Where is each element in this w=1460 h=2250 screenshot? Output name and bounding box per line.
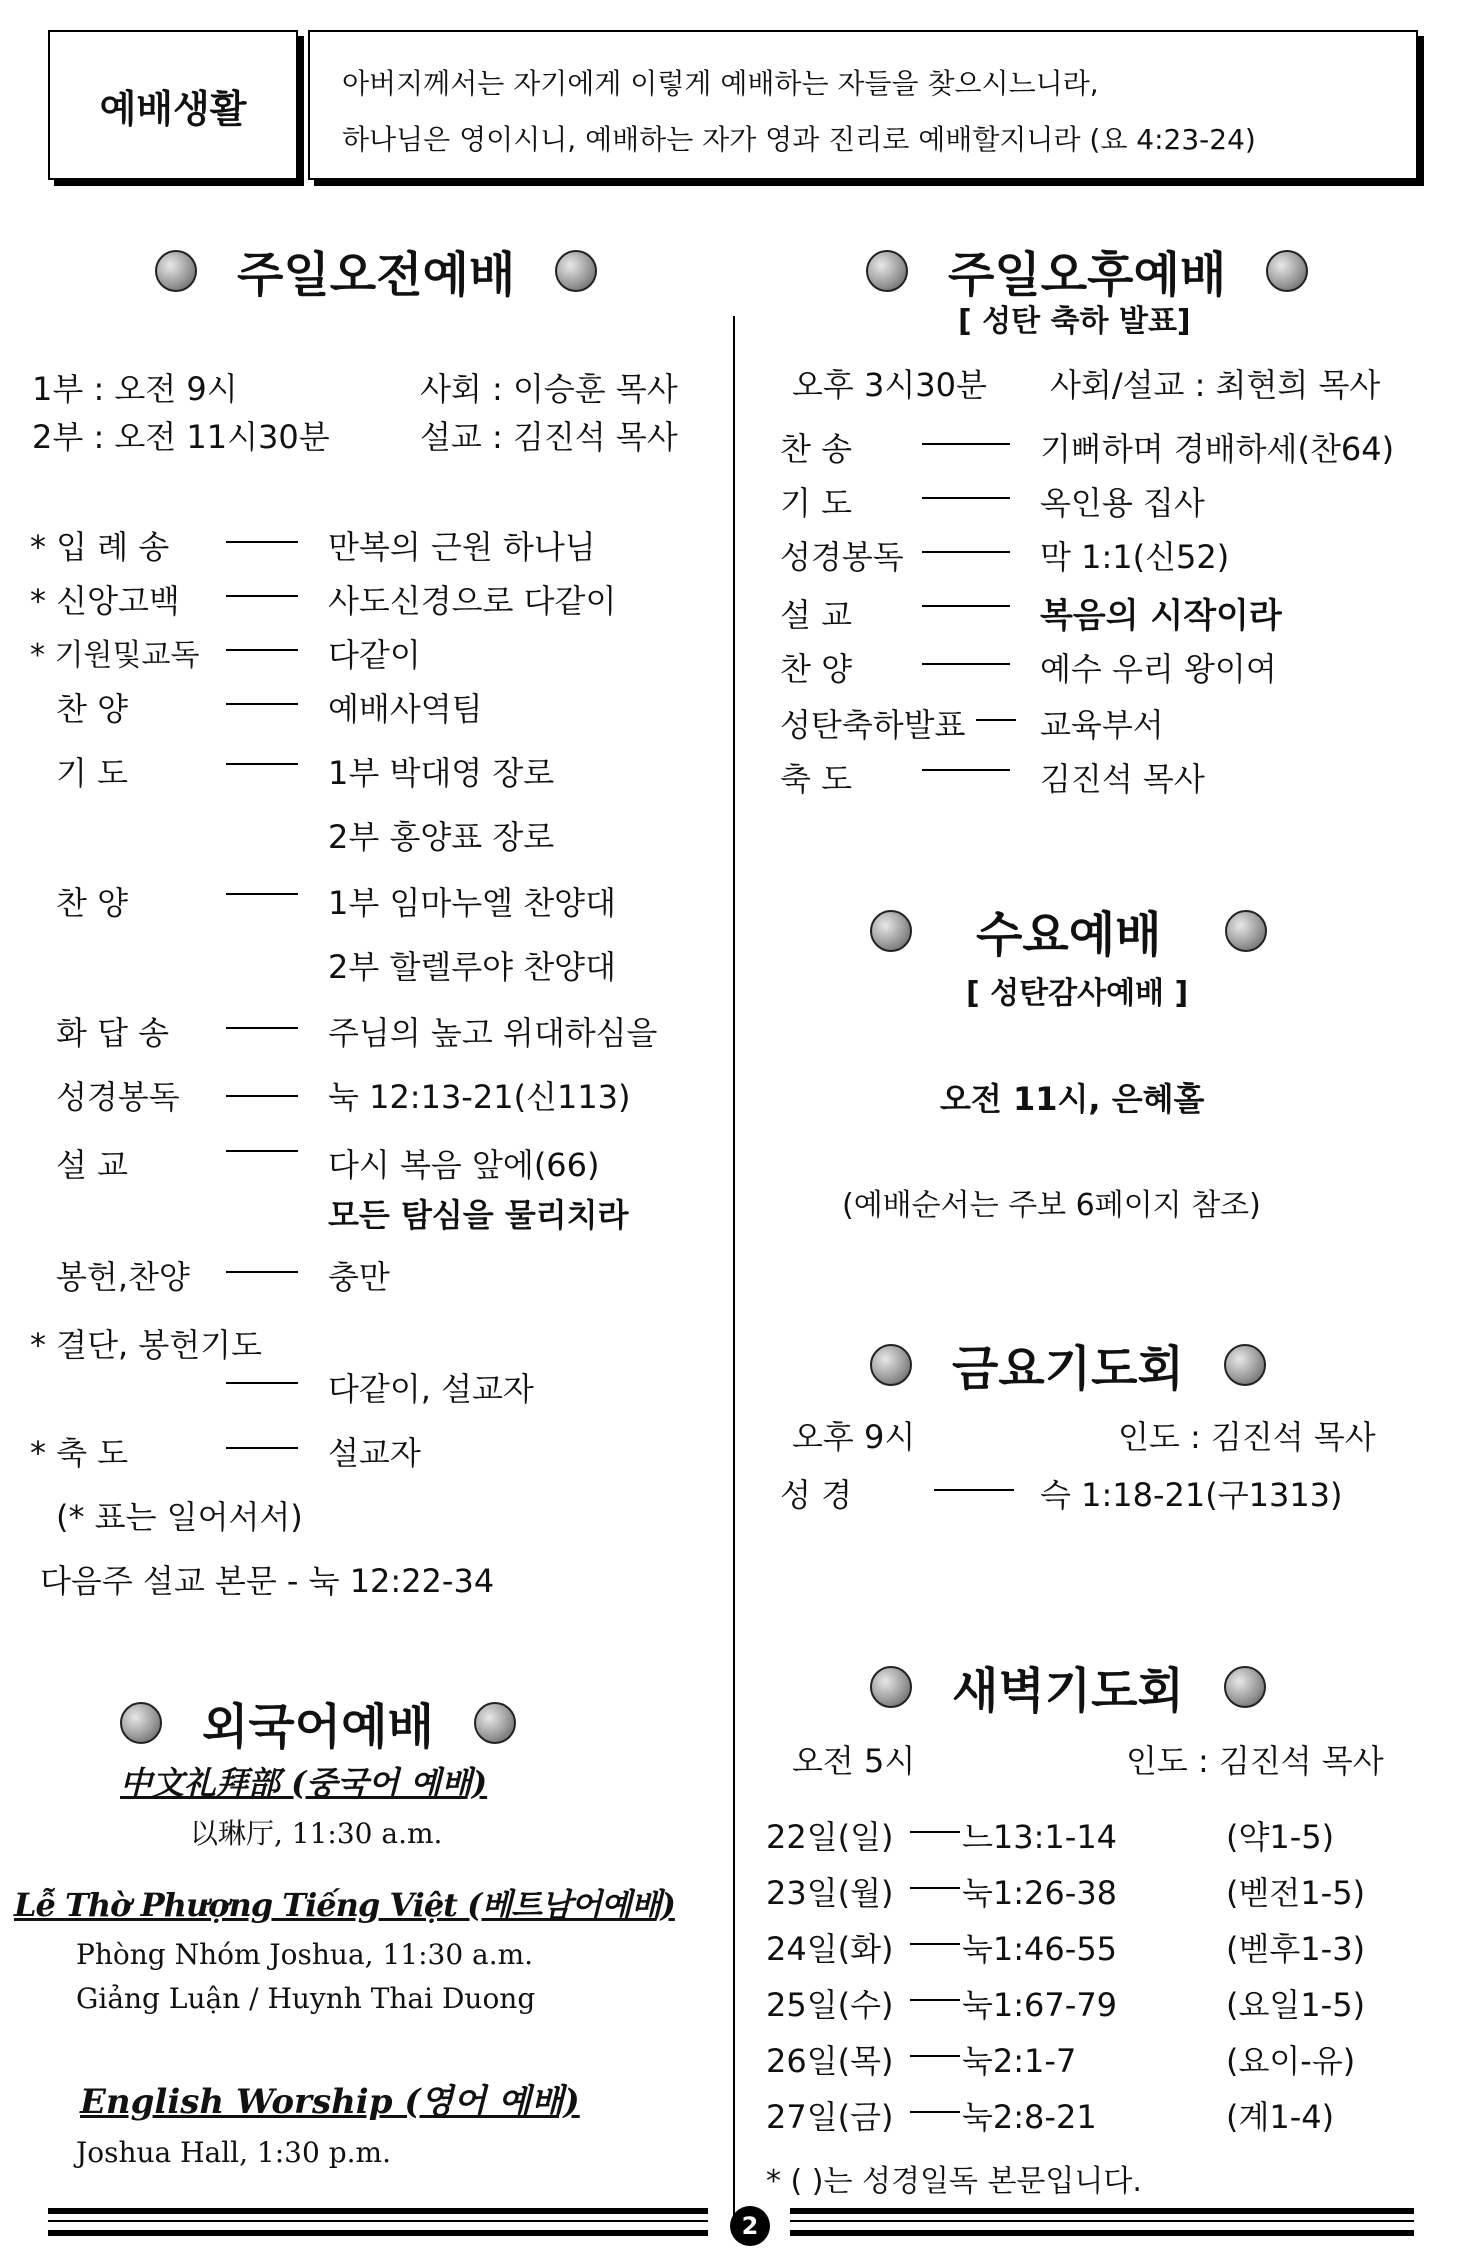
dawn-text: 눅1:46-55 (962, 1930, 1118, 1968)
order-label: 설 교 (56, 1146, 128, 1184)
column-divider (733, 316, 735, 2216)
footer-rule (790, 2220, 1414, 2222)
order-label: 성경봉독 (56, 1078, 180, 1116)
dash-line (226, 1027, 298, 1029)
dawn-text: 느13:1-14 (962, 1818, 1118, 1856)
afternoon-time: 오후 3시30분 (792, 366, 987, 404)
bullet-ball-icon (1225, 910, 1267, 952)
dawn-ref: (벧후1-3) (1226, 1930, 1366, 1968)
bullet-ball-icon (474, 1702, 516, 1744)
dawn-note: * ( )는 성경일독 본문입니다. (766, 2164, 1142, 2199)
english-info: Joshua Hall, 1:30 p.m. (76, 2136, 391, 2169)
dawn-text: 눅1:67-79 (962, 1986, 1118, 2024)
dash-line (922, 443, 1010, 445)
bullet-ball-icon (120, 1702, 162, 1744)
morning-preacher: 설교 : 김진석 목사 (420, 418, 678, 456)
morning-time-2: 2부 : 오전 11시30분 (32, 418, 330, 456)
order-value: 만복의 근원 하나님 (328, 528, 596, 566)
chinese-title: 中文礼拜部 (중국어 예배) (120, 1764, 488, 1802)
friday-scripture-label: 성 경 (780, 1476, 852, 1514)
order-label: 성탄축하발표 (780, 706, 966, 744)
order-label: 기 도 (780, 484, 852, 522)
vietnamese-info-2: Giảng Luận / Huynh Thai Duong (76, 1982, 536, 2015)
verse-line-2: 하나님은 영이시니, 예배하는 자가 영과 진리로 예배할지니라 (요 4:23-24) (342, 123, 1256, 156)
order-label: * 입 례 송 (30, 528, 170, 566)
order-value: 다시 복음 앞에(66) (328, 1146, 600, 1184)
order-label: * 기원및교독 (30, 638, 200, 673)
afternoon-sermon-title: 복음의 시작이라 (1040, 596, 1282, 636)
friday-heading: 금요기도회 (870, 1330, 1266, 1399)
order-value: 1부 임마누엘 찬양대 (328, 884, 616, 922)
order-value: 눅 12:13-21(신113) (328, 1078, 631, 1116)
bullet-ball-icon (1224, 1344, 1266, 1386)
footer-rule (790, 2208, 1414, 2214)
dawn-day: 24일(화) (766, 1930, 894, 1968)
sermon-title: 모든 탐심을 물리치라 (328, 1196, 629, 1234)
dash-line (226, 763, 298, 765)
dash-line (922, 605, 1010, 607)
dash-line (910, 2111, 960, 2113)
wednesday-time: 오전 11시, 은혜홀 (940, 1080, 1205, 1118)
dawn-leader: 인도 : 김진석 목사 (1126, 1742, 1384, 1780)
dawn-text: 눅2:8-21 (962, 2098, 1097, 2136)
vietnamese-info-1: Phòng Nhóm Joshua, 11:30 a.m. (76, 1938, 534, 1971)
order-value: 다같이 (328, 636, 421, 674)
order-label: * 축 도 (30, 1434, 129, 1472)
dash-line (934, 1489, 1014, 1491)
foreign-heading: 외국어예배 (120, 1688, 516, 1757)
dawn-day: 22일(일) (766, 1818, 894, 1856)
dash-line (226, 1382, 298, 1384)
dash-line (922, 663, 1010, 665)
dash-line (226, 1095, 298, 1097)
dash-line (922, 769, 1010, 771)
order-label: * 신앙고백 (30, 582, 180, 620)
footer-rule (48, 2230, 708, 2236)
order-value: 예수 우리 왕이여 (1040, 650, 1277, 688)
wednesday-subtitle: [ 성탄감사예배 ] (966, 976, 1189, 1011)
order-label: 찬 양 (56, 884, 128, 922)
order-value: 사도신경으로 다같이 (328, 582, 617, 620)
dawn-day: 27일(금) (766, 2098, 894, 2136)
dash-line (226, 1447, 298, 1449)
order-value: 설교자 (328, 1434, 421, 1472)
order-value: 옥인용 집사 (1040, 484, 1205, 522)
wednesday-heading: 수요예배 (870, 896, 1267, 965)
dawn-day: 25일(수) (766, 1986, 894, 2024)
order-label: 화 답 송 (56, 1014, 170, 1052)
footer-rule (48, 2208, 708, 2214)
bullet-ball-icon (870, 1666, 912, 1708)
dawn-text: 눅2:1-7 (962, 2042, 1077, 2080)
order-label: 성경봉독 (780, 538, 904, 576)
vietnamese-title: Lễ Thờ Phượng Tiếng Việt (베트남어예배) (14, 1886, 675, 1924)
dash-line (226, 703, 298, 705)
dash-line (910, 1887, 960, 1889)
order-label: * 결단, 봉헌기도 (30, 1326, 262, 1364)
order-label: 찬 양 (780, 650, 852, 688)
order-value: 1부 박대영 장로 (328, 754, 555, 792)
order-value: 교육부서 (1040, 706, 1164, 744)
dash-line (910, 1999, 960, 2001)
order-label: 찬 송 (780, 430, 852, 468)
chinese-info: 以琳厅, 11:30 a.m. (190, 1817, 443, 1850)
dash-line (910, 2055, 960, 2057)
verse-line-1: 아버지께서는 자기에게 이렇게 예배하는 자들을 찾으시느니라, (342, 67, 1099, 100)
header-verse (308, 30, 1418, 180)
header-title: 예배생활 (48, 30, 298, 180)
morning-time-1: 1부 : 오전 9시 (32, 370, 238, 408)
footer-rule (790, 2230, 1414, 2236)
order-value: 김진석 목사 (1040, 760, 1205, 798)
bullet-ball-icon (870, 1344, 912, 1386)
order-value: 2부 홍양표 장로 (328, 818, 555, 856)
dawn-heading: 새벽기도회 (870, 1652, 1266, 1721)
bullet-ball-icon (1266, 250, 1308, 292)
wednesday-note: (예배순서는 주보 6페이지 참조) (842, 1188, 1261, 1223)
morning-heading: 주일오전예배 (155, 236, 597, 305)
dawn-day: 26일(목) (766, 2042, 894, 2080)
dash-line (226, 893, 298, 895)
dawn-ref: (계1-4) (1226, 2098, 1335, 2136)
friday-scripture: 슥 1:18-21(구1313) (1040, 1476, 1343, 1514)
page-number: 2 (730, 2206, 770, 2246)
order-label: 기 도 (56, 754, 128, 792)
order-label: 설 교 (780, 596, 852, 634)
bullet-ball-icon (866, 250, 908, 292)
standing-note: (* 표는 일어서서) (56, 1498, 303, 1536)
dash-line (922, 497, 1010, 499)
footer-rule (48, 2220, 708, 2222)
order-value: 예배사역팀 (328, 690, 483, 728)
dawn-day: 23일(월) (766, 1874, 894, 1912)
order-value: 기뻐하며 경배하세(찬64) (1040, 430, 1395, 468)
order-value: 2부 할렐루야 찬양대 (328, 948, 616, 986)
dash-line (976, 719, 1016, 721)
morning-leader: 사회 : 이승훈 목사 (420, 370, 678, 408)
dash-line (226, 541, 298, 543)
dawn-text: 눅1:26-38 (962, 1874, 1118, 1912)
afternoon-heading: 주일오후예배 (866, 236, 1308, 305)
order-value: 주님의 높고 위대하심을 (328, 1014, 658, 1052)
dawn-ref: (요일1-5) (1226, 1986, 1366, 2024)
bullet-ball-icon (1224, 1666, 1266, 1708)
bullet-ball-icon (870, 910, 912, 952)
dash-line (910, 1943, 960, 1945)
afternoon-subtitle: [ 성탄 축하 발표] (958, 304, 1191, 339)
english-title: English Worship (영어 예배) (80, 2082, 580, 2122)
bullet-ball-icon (155, 250, 197, 292)
dawn-time: 오전 5시 (792, 1742, 916, 1780)
dash-line (922, 551, 1010, 553)
next-sermon-text: 다음주 설교 본문 - 눅 12:22-34 (40, 1562, 495, 1600)
order-label: 축 도 (780, 760, 852, 798)
order-label: 찬 양 (56, 690, 128, 728)
order-label: 봉헌,찬양 (56, 1258, 190, 1296)
dash-line (226, 1150, 298, 1152)
dash-line (910, 1831, 960, 1833)
order-value: 충만 (328, 1258, 390, 1296)
order-value: 막 1:1(신52) (1040, 538, 1230, 576)
dawn-ref: (벧전1-5) (1226, 1874, 1366, 1912)
dawn-ref: (요이-유) (1226, 2042, 1356, 2080)
order-value: 다같이, 설교자 (328, 1370, 534, 1408)
dash-line (226, 649, 298, 651)
friday-leader: 인도 : 김진석 목사 (1118, 1418, 1376, 1456)
dawn-ref: (약1-5) (1226, 1818, 1335, 1856)
dash-line (226, 595, 298, 597)
friday-time: 오후 9시 (792, 1418, 916, 1456)
bullet-ball-icon (555, 250, 597, 292)
dash-line (226, 1271, 298, 1273)
afternoon-leader: 사회/설교 : 최현희 목사 (1050, 366, 1381, 404)
